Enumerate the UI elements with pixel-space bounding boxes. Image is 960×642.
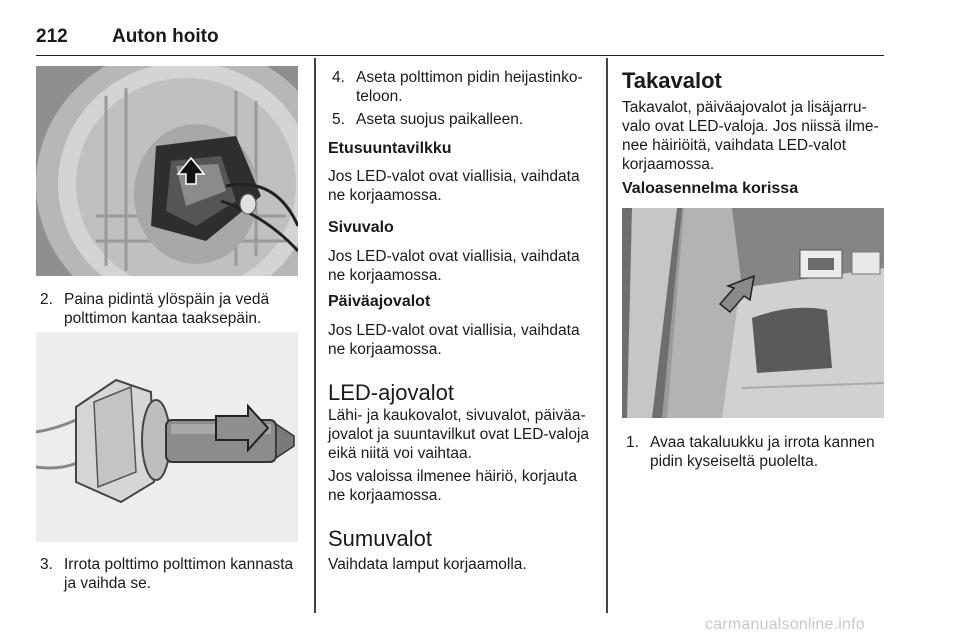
step-number: 5. xyxy=(332,111,345,128)
heading-takavalot: Takavalot xyxy=(622,68,722,93)
step-1 xyxy=(626,433,888,471)
step-text: Paina pidintä ylöspäin ja vedä polttimon kantaa taaksepäin. xyxy=(64,291,270,327)
step-2 xyxy=(40,290,302,328)
step-text: Irrota polttimo polttimon kannasta ja vaihda se. xyxy=(64,556,294,592)
column-divider-2 xyxy=(606,58,608,613)
step-text: Aseta suojus paikalleen. xyxy=(356,111,524,128)
paragraph-sivuvalo: Jos LED-valot ovat viallisia, vaihdata ne korjaamossa. xyxy=(328,248,580,284)
paragraph-etusuuntavilkku: Jos LED-valot ovat viallisia, vaihdata ne korjaamossa. xyxy=(328,168,580,204)
bulb-removal-illustration xyxy=(36,332,298,542)
paragraph-led-ajovalot-1: Lähi- ja kaukovalot, sivuvalot, päiväajovalot ja suuntavilkut ovat LED-valoja eikä niitä voi vaihtaa. xyxy=(328,407,590,462)
column-divider-1 xyxy=(314,58,316,613)
step-text: Avaa takaluukku ja irrota kannen pidin kyseiseltä puolelta. xyxy=(650,434,875,470)
heading-valoasennelma-korissa: Valoasennelma korissa xyxy=(622,180,799,197)
heading-sumuvalot: Sumuvalot xyxy=(328,526,432,551)
heading-sivuvalo: Sivuvalo xyxy=(328,219,394,236)
page-header xyxy=(36,22,884,56)
trunk-panel-illustration xyxy=(622,208,884,418)
step-3 xyxy=(40,555,306,593)
step-number: 4. xyxy=(332,69,345,86)
step-4 xyxy=(332,68,600,106)
page-number: 212 xyxy=(36,26,68,47)
section-title: Auton hoito xyxy=(112,26,219,47)
paragraph-led-ajovalot-2: Jos valoissa ilmenee häiriö, korjauta ne korjaamossa. xyxy=(328,468,577,504)
heading-etusuuntavilkku: Etusuuntavilkku xyxy=(328,140,452,157)
paragraph-sumuvalot: Vaihdata lamput korjaamolla. xyxy=(328,556,527,573)
headlamp-bulb-holder-illustration xyxy=(36,66,298,276)
heading-led-ajovalot: LED-ajovalot xyxy=(328,380,454,405)
step-number: 2. xyxy=(40,291,53,308)
paragraph-paivaajovalot: Jos LED-valot ovat viallisia, vaihdata ne korjaamossa. xyxy=(328,322,580,358)
step-5 xyxy=(332,110,600,129)
heading-paivaajovalot: Päiväajovalot xyxy=(328,293,431,310)
paragraph-takavalot: Takavalot, päiväajovalot ja lisäjarruvalo ovat LED-valoja. Jos niissä ilmenee häiriöitä, vaihdata LED-valot korjaamossa. xyxy=(622,99,879,173)
step-number: 3. xyxy=(40,556,53,573)
step-text: Aseta polttimon pidin heijastinkoteloon. xyxy=(356,69,583,105)
step-number: 1. xyxy=(626,434,639,451)
watermark: carmanualsonline.info xyxy=(705,616,865,633)
